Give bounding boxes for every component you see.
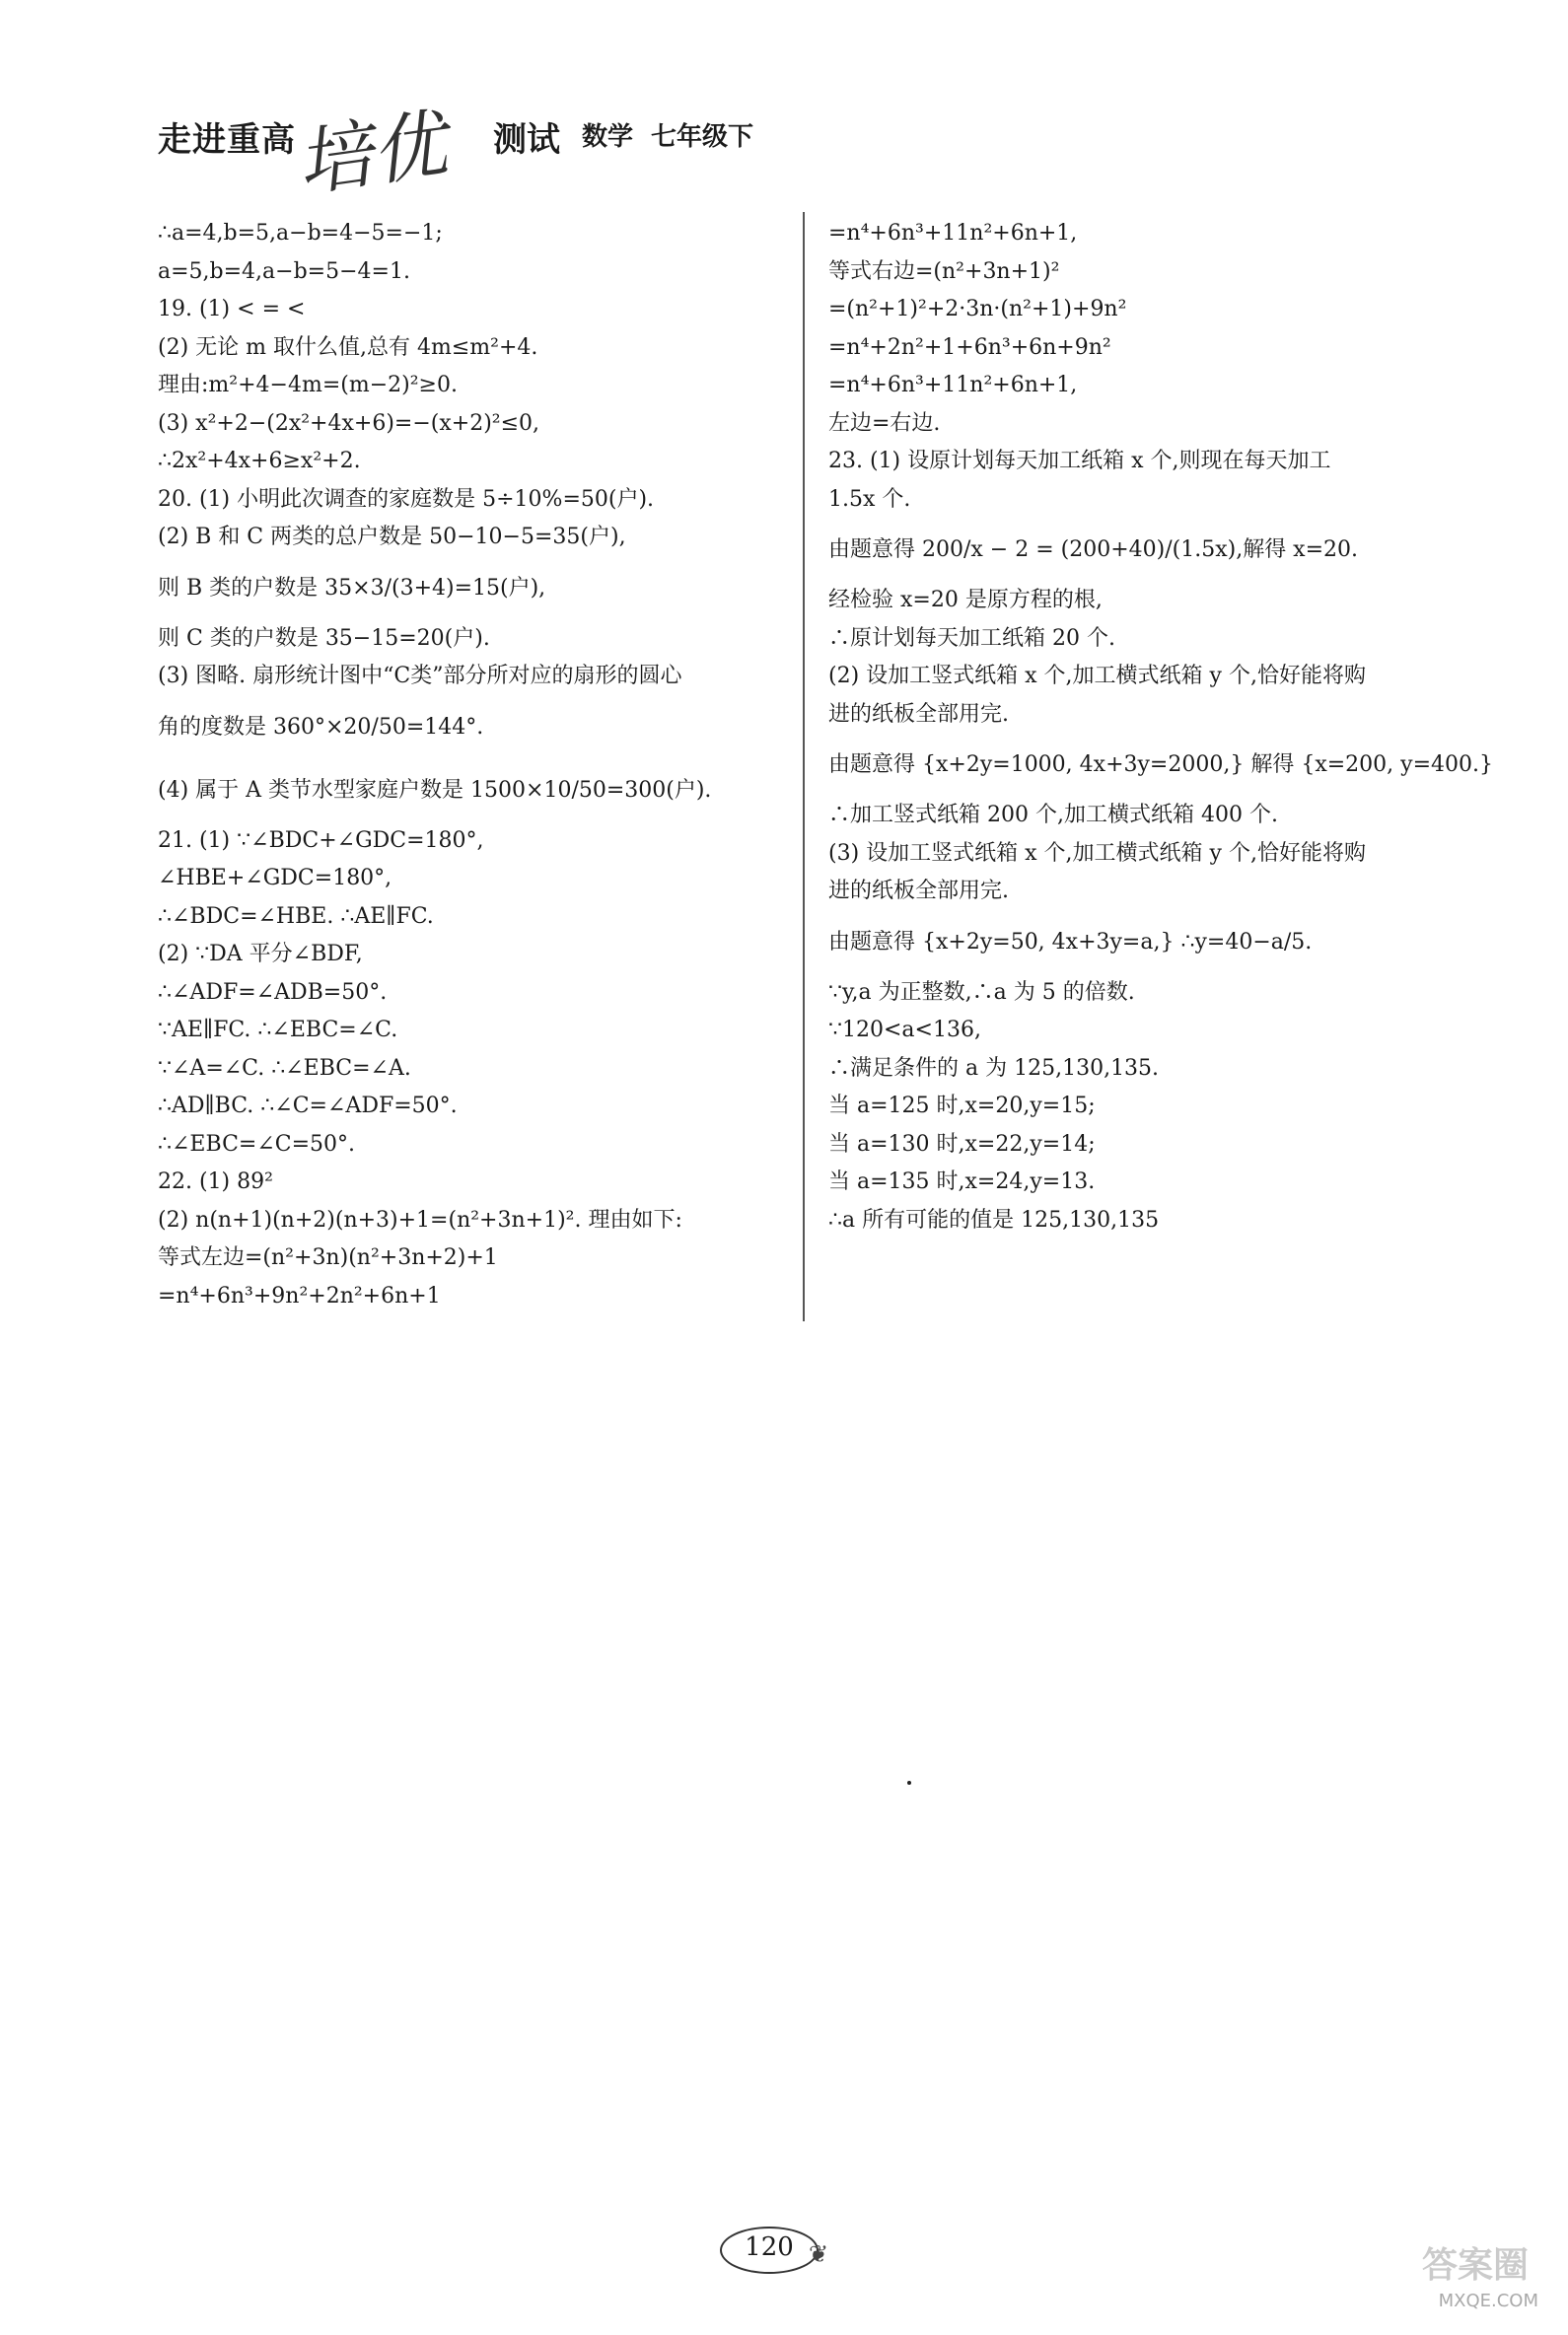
series-title: 走进重高 [158,120,296,160]
answer-line: ∴原计划每天加工纸箱 20 个. [828,625,1115,651]
answer-line: 当 a=135 时,x=24,y=13. [828,1169,1096,1194]
answer-line: 进的纸板全部用完. [828,701,1009,727]
answer-line: 当 a=125 时,x=20,y=15; [828,1094,1096,1118]
answer-line: 22. (1) 89² [158,1169,273,1194]
page-footer [690,2219,888,2278]
answer-line: (3) 设加工竖式纸箱 x 个,加工横式纸箱 y 个,恰好能将购 [828,840,1366,866]
vine-ornament-icon: ❦ [809,2240,829,2268]
answer-line: 等式右边=(n²+3n+1)² [828,258,1060,284]
answer-line: 由题意得 {x+2y=50, 4x+3y=a,} ∴y=40−a/5. [828,929,1313,955]
answer-line: (2) 设加工竖式纸箱 x 个,加工横式纸箱 y 个,恰好能将购 [828,664,1366,688]
answer-line: 由题意得 {x+2y=1000, 4x+3y=2000,} 解得 {x=200, y=400.} [828,752,1493,777]
series-test-label: 测试 [493,120,560,160]
scan-speck [907,1781,911,1785]
answer-line: (2) n(n+1)(n+2)(n+3)+1=(n²+3n+1)². 理由如下: [158,1207,682,1233]
watermark [1361,2232,1538,2311]
answer-line: 20. (1) 小明此次调查的家庭数是 5÷10%=50(户). [158,486,655,512]
answer-line: (3) 图略. 扇形统计图中“C类”部分所对应的扇形的圆心 [158,664,682,688]
answer-line: 由题意得 200/x − 2 = (200+40)/(1.5x),解得 x=20. [828,537,1359,562]
answer-line: 23. (1) 设原计划每天加工纸箱 x 个,则现在每天加工 [828,449,1331,473]
answer-line: =n⁴+6n³+11n²+6n+1, [828,373,1078,397]
subject-label: 数学 [582,122,634,152]
answer-line: =n⁴+6n³+9n²+2n²+6n+1 [158,1283,441,1309]
answer-line: ∴a=4,b=5,a−b=4−5=−1; [158,221,443,246]
answer-line: ∴AD∥BC. ∴∠C=∠ADF=50°. [158,1094,458,1118]
watermark-site: MXQE.COM [1438,2291,1538,2311]
answer-line: ∴∠EBC=∠C=50°. [158,1131,356,1157]
answer-line: ∴a 所有可能的值是 125,130,135 [828,1207,1160,1233]
answer-line: (2) 无论 m 取什么值,总有 4m≤m²+4. [158,334,538,360]
answer-line: 1.5x 个. [828,486,911,512]
answer-line: 经检验 x=20 是原方程的根, [828,588,1103,612]
answer-line: ∵120<a<136, [828,1018,981,1042]
page-number: 120 [745,2232,794,2262]
answer-line: ∠HBE+∠GDC=180°, [158,866,392,890]
answer-line: 左边=右边. [828,410,941,436]
answer-line: 角的度数是 360°×20/50=144°. [158,714,484,740]
answer-column-right [828,215,1493,1239]
page-header [158,99,848,207]
answer-line: ∴满足条件的 a 为 125,130,135. [828,1055,1160,1081]
answer-line: =n⁴+6n³+11n²+6n+1, [828,221,1078,246]
grade-label: 七年级下 [651,122,754,152]
answer-line: (4) 属于 A 类节水型家庭户数是 1500×10/50=300(户). [158,777,712,803]
answer-line: ∵∠A=∠C. ∴∠EBC=∠A. [158,1055,411,1081]
answer-line: (2) B 和 C 两类的总户数是 50−10−5=35(户), [158,525,626,549]
answer-line: =(n²+1)²+2·3n·(n²+1)+9n² [828,297,1127,321]
answer-line: ∴∠ADF=∠ADB=50°. [158,979,388,1005]
answer-column-left [158,215,779,1315]
column-divider [803,212,805,1321]
watermark-logo: 答案圈 [1421,2245,1529,2286]
answer-line: =n⁴+2n²+1+6n³+6n+9n² [828,334,1111,360]
answer-line: (3) x²+2−(2x²+4x+6)=−(x+2)²≤0, [158,410,540,436]
answer-line: 则 B 类的户数是 35×3/(3+4)=15(户), [158,575,546,601]
answer-line: 当 a=130 时,x=22,y=14; [828,1131,1096,1157]
answer-line: ∵AE∥FC. ∴∠EBC=∠C. [158,1018,398,1042]
answer-line: ∵y,a 为正整数,∴a 为 5 的倍数. [828,979,1135,1005]
answer-line: ∴2x²+4x+6≥x²+2. [158,449,361,473]
answer-line: 21. (1) ∵∠BDC+∠GDC=180°, [158,827,484,853]
answer-line: ∴∠BDC=∠HBE. ∴AE∥FC. [158,903,434,929]
answer-line: 进的纸板全部用完. [828,879,1009,903]
answer-line: ∴加工竖式纸箱 200 个,加工横式纸箱 400 个. [828,803,1278,827]
series-script-mark: 培优 [291,99,453,208]
answer-line: (2) ∵DA 平分∠BDF, [158,942,363,966]
answer-line: 19. (1) < = < [158,297,306,321]
answer-line: 则 C 类的户数是 35−15=20(户). [158,625,490,651]
answer-line: 理由:m²+4−4m=(m−2)²≥0. [158,373,458,397]
answer-line: 等式左边=(n²+3n)(n²+3n+2)+1 [158,1245,498,1270]
answer-line: a=5,b=4,a−b=5−4=1. [158,258,410,284]
